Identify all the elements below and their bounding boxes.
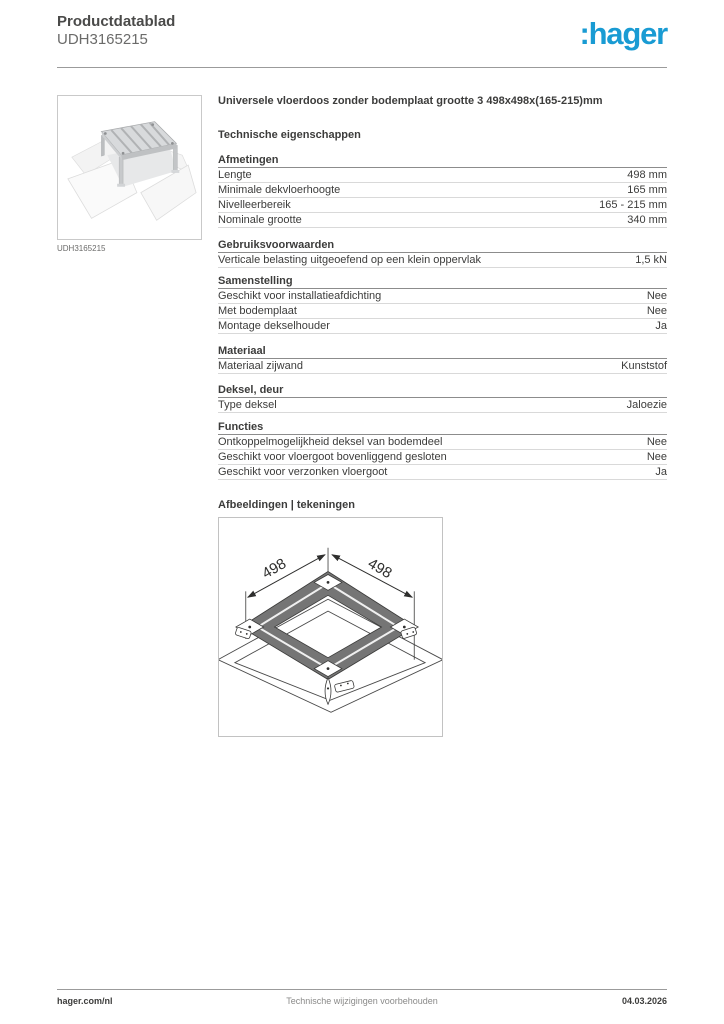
spec-row	[218, 398, 667, 413]
footer-divider	[57, 989, 667, 990]
product-photo	[57, 95, 202, 240]
footer-note: Technische wijzigingen voorbehouden	[286, 996, 438, 1006]
spec-label: Minimale dekvloerhoogte	[218, 184, 341, 196]
spec-value: 165 - 215 mm	[599, 199, 667, 211]
spec-section-title: Functies	[218, 421, 667, 435]
spec-label: Lengte	[218, 169, 252, 181]
spec-label: Met bodemplaat	[218, 305, 297, 317]
spec-value: Ja	[655, 320, 667, 332]
spec-value: Nee	[646, 290, 667, 302]
spec-row	[218, 213, 667, 228]
photo-caption: UDH3165215	[57, 244, 106, 253]
spec-section	[218, 421, 667, 480]
spec-section-title: Afmetingen	[218, 154, 667, 168]
spec-section	[218, 239, 667, 268]
technical-drawing	[218, 517, 443, 737]
spec-value: Jaloezie	[626, 399, 667, 411]
spec-section	[218, 275, 667, 334]
spec-label: Geschikt voor installatieafdichting	[218, 290, 382, 302]
spec-row	[218, 450, 667, 465]
header	[57, 13, 175, 49]
spec-row	[218, 168, 667, 183]
tech-specs-heading: Technische eigenschappen	[218, 129, 361, 141]
spec-row	[218, 435, 667, 450]
page-title: Productdatablad	[57, 13, 176, 30]
spec-label: Montage dekselhouder	[218, 320, 330, 332]
spec-section-title: Deksel, deur	[218, 384, 667, 398]
spec-section	[218, 345, 667, 374]
dimension-label-right: 498	[364, 555, 395, 583]
spec-value: Kunststof	[621, 360, 667, 372]
spec-section-title: Samenstelling	[218, 275, 667, 289]
product-photo-image	[58, 96, 201, 239]
spec-value: Nee	[646, 436, 667, 448]
spec-value: Nee	[646, 305, 667, 317]
spec-row	[218, 198, 667, 213]
spec-value: 165 mm	[627, 184, 667, 196]
spec-value: 340 mm	[627, 214, 667, 226]
spec-row	[218, 319, 667, 334]
spec-row	[218, 304, 667, 319]
spec-label: Geschikt voor vloergoot bovenliggend gesloten	[218, 451, 447, 463]
drawings-heading: Afbeeldingen | tekeningen	[218, 499, 355, 511]
product-description: Universele vloerdoos zonder bodemplaat grootte 3 498x498x(165-215)mm	[218, 95, 603, 107]
spec-value: 1,5 kN	[635, 254, 667, 266]
dimension-label-left: 498	[259, 555, 290, 583]
technical-drawing-image	[219, 518, 442, 736]
spec-value: Nee	[646, 451, 667, 463]
spec-row	[218, 183, 667, 198]
spec-section	[218, 384, 667, 413]
spec-label: Verticale belasting uitgeoefend op een klein oppervlak	[218, 254, 481, 266]
spec-section-title: Gebruiksvoorwaarden	[218, 239, 667, 253]
spec-label: Materiaal zijwand	[218, 360, 303, 372]
footer-date: 04.03.2026	[621, 996, 667, 1006]
spec-value: 498 mm	[627, 169, 667, 181]
spec-label: Nominale grootte	[218, 214, 302, 226]
spec-row	[218, 289, 667, 304]
spec-value: Ja	[655, 466, 667, 478]
footer	[57, 996, 667, 1008]
footer-website-link[interactable]: hager.com/nl	[57, 996, 113, 1006]
spec-label: Type deksel	[218, 399, 277, 411]
spec-label: Geschikt voor verzonken vloergoot	[218, 466, 388, 478]
spec-row	[218, 253, 667, 268]
product-code: UDH3165215	[57, 31, 148, 48]
spec-label: Ontkoppelmogelijkheid deksel van bodemdeel	[218, 436, 443, 448]
spec-section-title: Materiaal	[218, 345, 667, 359]
spec-section	[218, 154, 667, 228]
spec-row	[218, 465, 667, 480]
spec-label: Nivelleerbereik	[218, 199, 291, 211]
hager-logo: :hager	[579, 16, 667, 51]
spec-sections	[218, 0, 667, 500]
spec-row	[218, 359, 667, 374]
